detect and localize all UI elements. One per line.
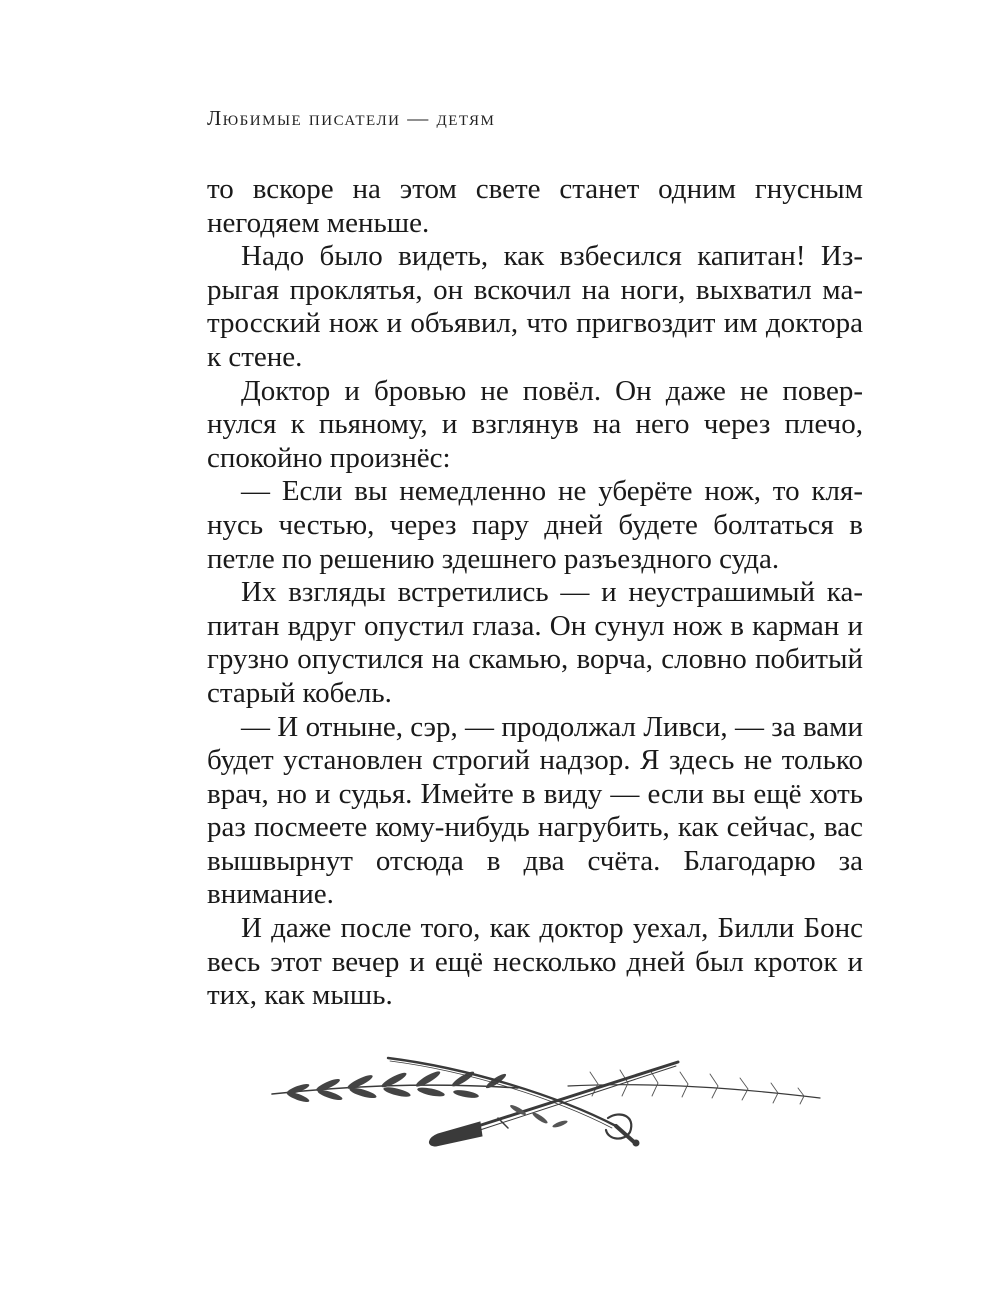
running-header: Любимые писатели — детям xyxy=(207,106,496,130)
paragraph: то вскоре на этом свете станет одним гнусным негодяем меньше. xyxy=(207,173,863,239)
paragraph: Надо было видеть, как взбесился капитан! Изрыгая проклятья, он вскочил на ноги, выхватил матросский нож и объявил, что пригвоздит им доктора к стене. xyxy=(207,240,863,373)
paragraph: — Если вы немедленно не уберёте нож, то клянусь честью, через пару дней будете болтаться в петле по решению здешнего разъездного суда. xyxy=(207,475,863,575)
crossed-musket-and-cutlass-with-branches-icon xyxy=(268,1052,824,1148)
paragraph: — И отныне, сэр, — продолжал Ливси, — за вами будет установлен строгий надзор. Я здесь не только врач, но и судья. Имейте в виду — если вы ещё хоть раз посмеете кому-нибудь нагрубить, как сейчас, вас вышвырнут отсюда в два счёта. Благодарю за внимание. xyxy=(207,710,863,911)
body-text xyxy=(207,173,863,1013)
paragraph: Их взгляды встретились — и неустрашимый капитан вдруг опустил глаза. Он сунул нож в карман и грузно опустился на скамью, ворча, словно побитый старый кобель. xyxy=(207,576,863,709)
paragraph: И даже после того, как доктор уехал, Билли Бонс весь этот вечер и ещё несколько дней был кроток и тих, как мышь. xyxy=(207,912,863,1012)
paragraph: Доктор и бровью не повёл. Он даже не повернулся к пьяному, и взглянув на него через плечо, спокойно произнёс: xyxy=(207,374,863,474)
